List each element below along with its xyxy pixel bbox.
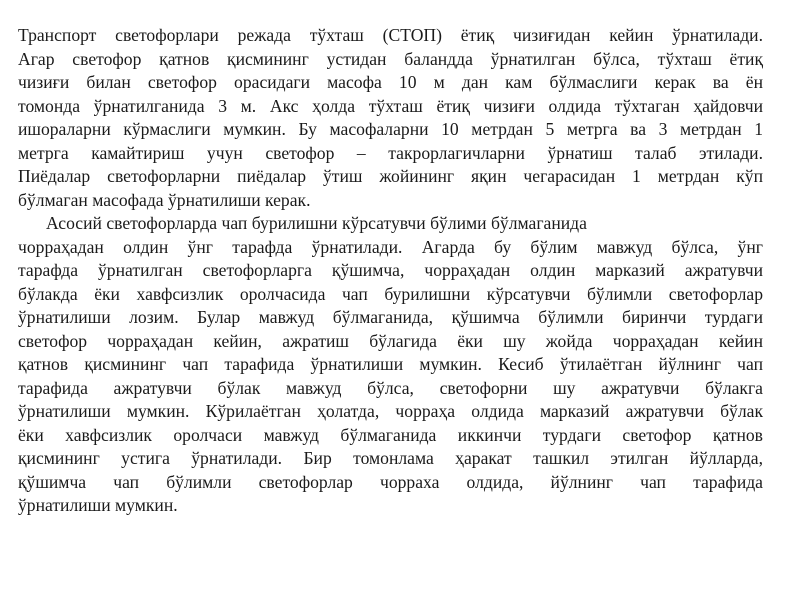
text-line: Агар светофор қатнов қисмининг устидан баландда ўрнатилган бўлса, тўхташ ётиқ bbox=[18, 48, 763, 69]
text-line: ишораларни кўрмаслиги мумкин. Бу масофаларни 10 метрдан 5 метрга ва 3 метрдан 1 bbox=[18, 119, 763, 139]
text-line: Пиёдалар светофорларни пиёдалар ўтиш жойининг яқин чегарасидан 1 метрдан кўп bbox=[18, 166, 763, 186]
text-line: Транспорт светофорлари режада тўхташ (СТОП) ётиқ чизиғидан кейин ўрнатилади. bbox=[18, 25, 763, 45]
text-line: қатнов қисмининг чап тарафида ўрнатилиши мумкин. Кесиб ўтилаётган йўлнинг чап bbox=[18, 354, 763, 374]
text-line: томонда ўрнатилганида 3 м. Акс ҳолда тўхташ ётиқ чизиғи олдида тўхтаган ҳайдовчи bbox=[18, 95, 763, 116]
text-line: бўлакда ёки хавфсизлик оролчасида чап бурилишни кўрсатувчи бўлимли светофорлар bbox=[18, 283, 763, 304]
text-line: ёки хавфсизлик оролчаси мавжуд бўлмаганида иккинчи турдаги светофор қатнов bbox=[18, 424, 763, 445]
text-line: ўрнатилиши лозим. Булар мавжуд бўлмаганида, қўшимча бўлимли биринчи турдаги bbox=[18, 307, 763, 327]
document-text bbox=[18, 24, 763, 518]
text-line: ўрнатилиши мумкин. Кўрилаётган ҳолатда, чорраҳа олдида марказий ажратувчи бўлак bbox=[18, 401, 763, 421]
text-line: тарафида ажратувчи бўлак мавжуд бўлса, светофорни шу ажратувчи бўлакга bbox=[18, 377, 763, 398]
text-line: бўлмаган масофада ўрнатилиши керак. bbox=[18, 189, 311, 210]
text-line: тарафда ўрнатилган светофорларга қўшимча, чорраҳадан олдин марказий ажратувчи bbox=[18, 260, 763, 280]
text-line: чорраҳадан олдин ўнг тарафда ўрнатилади. Агарда бу бўлим мавжуд бўлса, ўнг bbox=[18, 236, 763, 257]
text-line: қисмининг устига ўрнатилади. Бир томонлама ҳаракат ташкил этилган йўлларда, bbox=[18, 448, 763, 468]
text-line: метрга камайтириш учун светофор – такрорлагичларни ўрнатиш талаб этилади. bbox=[18, 142, 763, 163]
text-line: Асосий светофорларда чап бурилишни кўрсатувчи бўлими бўлмаганида bbox=[46, 213, 587, 233]
text-line: ўрнатилиши мумкин. bbox=[18, 495, 178, 515]
text-line: қўшимча чап бўлимли светофорлар чорраха олдида, йўлнинг чап тарафида bbox=[18, 471, 763, 492]
text-line: светофор чорраҳадан кейин, ажратиш бўлагида ёки шу жойда чорраҳадан кейин bbox=[18, 330, 763, 351]
text-line: чизиғи билан светофор орасидаги масофа 10 м дан кам бўлмаслиги керак ва ён bbox=[18, 72, 763, 92]
